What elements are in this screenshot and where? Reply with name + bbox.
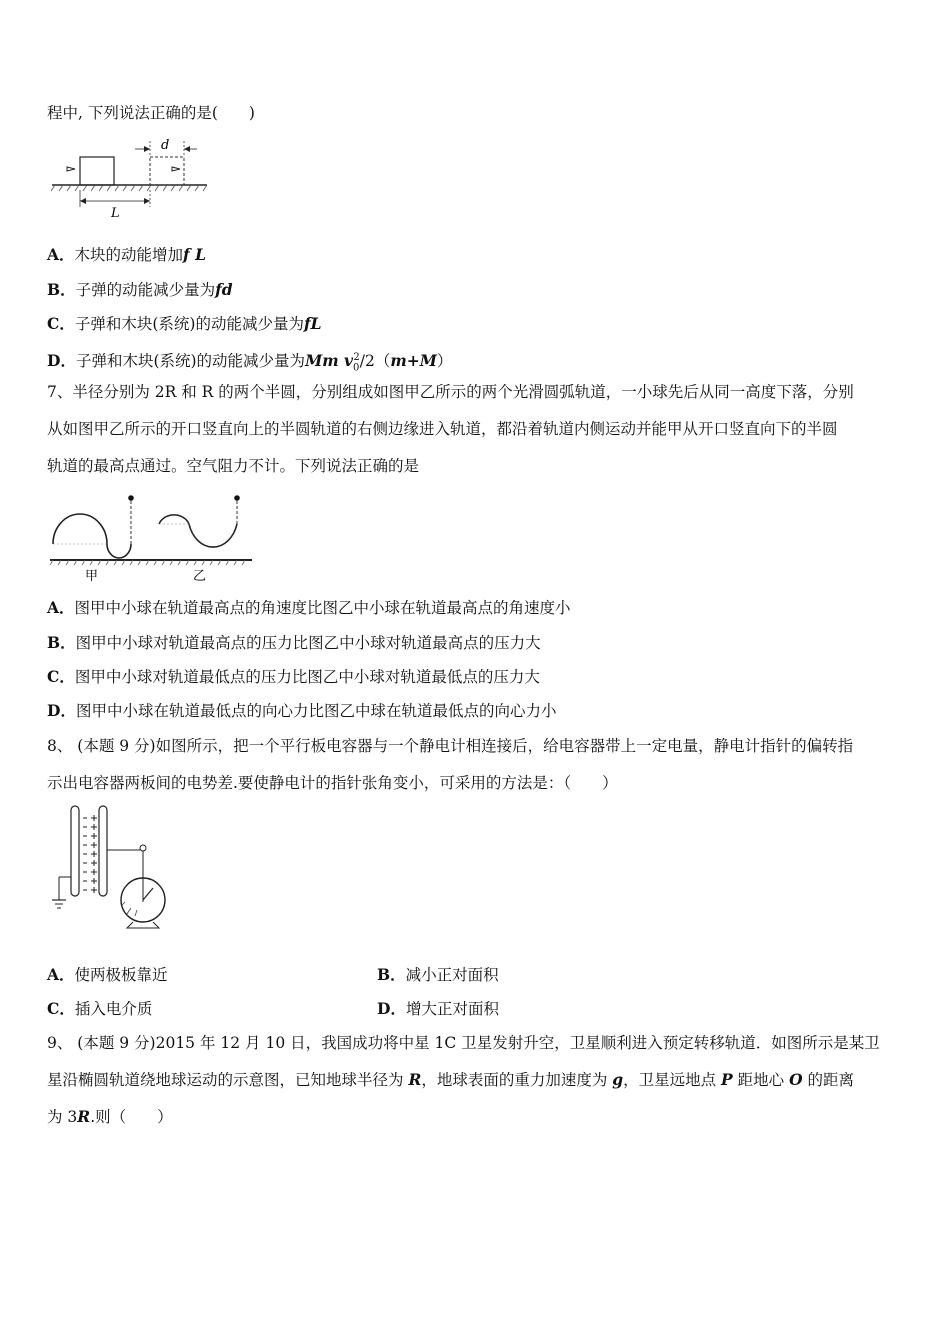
bullet-icon [172, 167, 180, 171]
q7-stem-line-2: 从如图甲乙所示的开口竖直向上的半圆轨道的右侧边缘进入轨道，都沿着轨道内侧运动并能甲从开口竖直向下的半圆 [47, 420, 838, 438]
left-plate [71, 806, 79, 896]
q7-option-c: C．图甲中小球对轨道最低点的压力比图乙中小球对轨道最低点的压力大 [47, 667, 540, 686]
right-plate [99, 806, 107, 896]
bullet-icon [67, 167, 75, 171]
yi-upper-arc [159, 515, 189, 524]
q8-option-b: B．减小正对面积 [377, 965, 499, 984]
q7-option-b: B．图甲中小球对轨道最高点的压力比图乙中小球对轨道最高点的压力大 [47, 633, 541, 652]
q7-option-d: D．图甲中小球在轨道最低点的向心力比图乙中球在轨道最低点的向心力小 [47, 701, 557, 720]
label-jia: 甲 [85, 569, 99, 584]
q8-option-c: C．插入电介质 [47, 999, 153, 1018]
q6-stem-tail: 程中, 下列说法正确的是( ) [47, 104, 255, 122]
q9-stem-line-3: 为 3R.则（ ） [47, 1107, 173, 1126]
block-final [150, 157, 184, 185]
yi-lower-arc [189, 524, 237, 547]
q6-figure [47, 135, 217, 225]
label-yi: 乙 [193, 569, 207, 584]
q9-stem-line-1: 9、 (本题 9 分)2015 年 12 月 10 日，我国成功将中星 1C 卫星发射升空，卫星顺利进入预定转移轨道．如图所示是某卫 [47, 1034, 880, 1052]
q6-option-d: D．子弹和木块(系统)的动能减少量为Mm $v_0^2/2(m+M)$ [47, 351, 453, 374]
ball-icon [128, 495, 134, 501]
ball-icon [234, 495, 240, 501]
q6-option-a: A．木块的动能增加f L [47, 245, 207, 264]
jia-lower-arc [107, 544, 131, 558]
q7-option-a: A．图甲中小球在轨道最高点的角速度比图乙中小球在轨道最高点的角速度小 [47, 598, 571, 617]
q8-option-d: D．增大正对面积 [377, 999, 499, 1018]
q8-stem-line-2: 示出电容器两板间的电势差.要使静电计的指针张角变小，可采用的方法是：（ ） [47, 774, 618, 792]
q6-option-c: C．子弹和木块(系统)的动能减少量为fL [47, 314, 322, 333]
q7-figure [47, 492, 257, 587]
q8-option-a: A．使两极板靠近 [47, 965, 168, 984]
q6-option-b: B．子弹的动能减少量为fd [47, 280, 233, 299]
label-L: L [111, 206, 120, 221]
q7-stem-line-1: 7、半径分别为 2R 和 R 的两个半圆，分别组成如图甲乙所示的两个光滑圆弧轨道，一小球先后从同一高度下落，分别 [47, 383, 854, 401]
block-initial [80, 157, 114, 185]
q7-stem-line-3: 轨道的最高点通过。空气阻力不计。下列说法正确的是 [47, 457, 420, 475]
jia-upper-arc [53, 514, 107, 544]
q9-stem-line-2: 星沿椭圆轨道绕地球运动的示意图，已知地球半径为 R，地球表面的重力加速度为 g，卫星远地点 P 距地心 O 的距离 [47, 1070, 855, 1089]
q8-figure [47, 802, 187, 932]
label-d: d [161, 138, 170, 153]
q8-stem-line-1: 8、 (本题 9 分)如图所示，把一个平行板电容器与一个静电计相连接后，给电容器带上一定电量，静电计指针的偏转指 [47, 737, 854, 755]
